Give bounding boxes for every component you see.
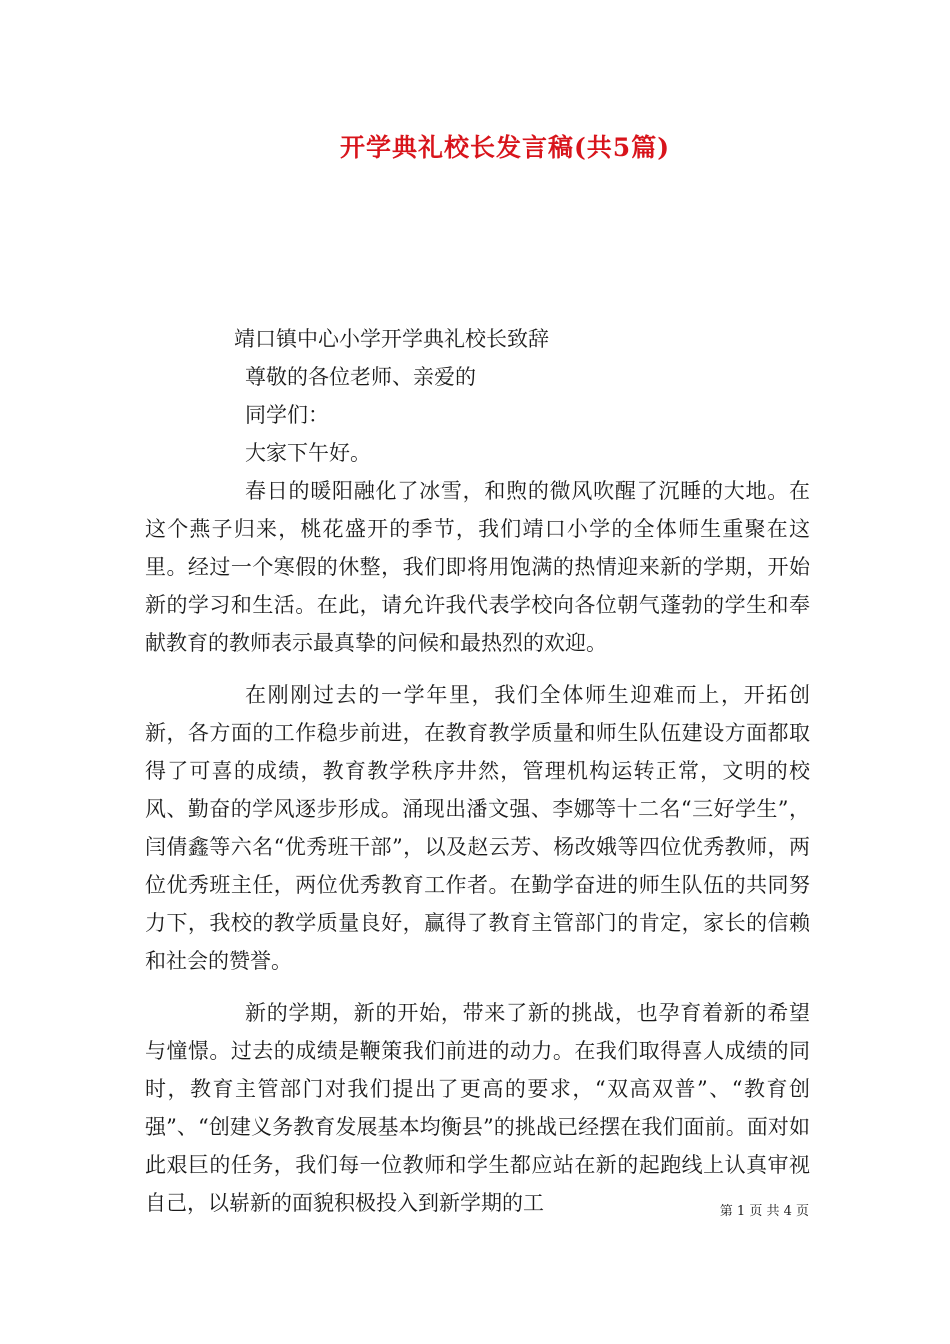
body-paragraph: 春日的暖阳融化了冰雪，和煦的微风吹醒了沉睡的大地。在这个燕子归来，桃花盛开的季节，我们靖口小学的全体师生重聚在这里。经过一个寒假的休整，我们即将用饱满的热情迎来新的学期，开始新的学习和生活。在此，请允许我代表学校向各位朝气蓬勃的学生和奉献教育的教师表示最真挚的问候和最热烈的欢迎。 — [145, 479, 810, 655]
body-paragraph: 新的学期，新的开始，带来了新的挑战，也孕育着新的希望与憧憬。过去的成绩是鞭策我们前进的动力。在我们取得喜人成绩的同时，教育主管部门对我们提出了更高的要求，“双高双普”、“教育创强”、“创建义务教育发展基本均衡县”的挑战已经摆在我们面前。面对如此艰巨的任务，我们每一位教师和学生都应站在新的起跑线上认真审视自己，以崭新的面貌积极投入到新学期的工 — [145, 1001, 810, 1215]
page-title: 开学典礼校长发言稿(共5篇) — [339, 133, 671, 162]
document-body — [145, 320, 810, 1222]
salutation-line: 尊敬的各位老师、亲爱的 — [245, 365, 476, 389]
speech-subtitle: 靖口镇中心小学开学典礼校长致辞 — [234, 327, 549, 351]
body-paragraph: 在刚刚过去的一学年里，我们全体师生迎难而上，开拓创新，各方面的工作稳步前进，在教育教学质量和师生队伍建设方面都取得了可喜的成绩，教育教学秩序井然，管理机构运转正常，文明的校风、勤奋的学风逐步形成。涌现出潘文强、李娜等十二名“三好学生”，闫倩鑫等六名“优秀班干部”，以及赵云芳、杨改娥等四位优秀教师，两位优秀班主任，两位优秀教育工作者。在勤学奋进的师生队伍的共同努力下，我校的教学质量良好，赢得了教育主管部门的肯定，家长的信赖和社会的赞誉。 — [145, 683, 810, 973]
page-number-footer: 第 1 页 共 4 页 — [719, 1204, 809, 1219]
greeting-line: 大家下午好。 — [245, 441, 371, 465]
salutation-line: 同学们： — [245, 403, 329, 427]
